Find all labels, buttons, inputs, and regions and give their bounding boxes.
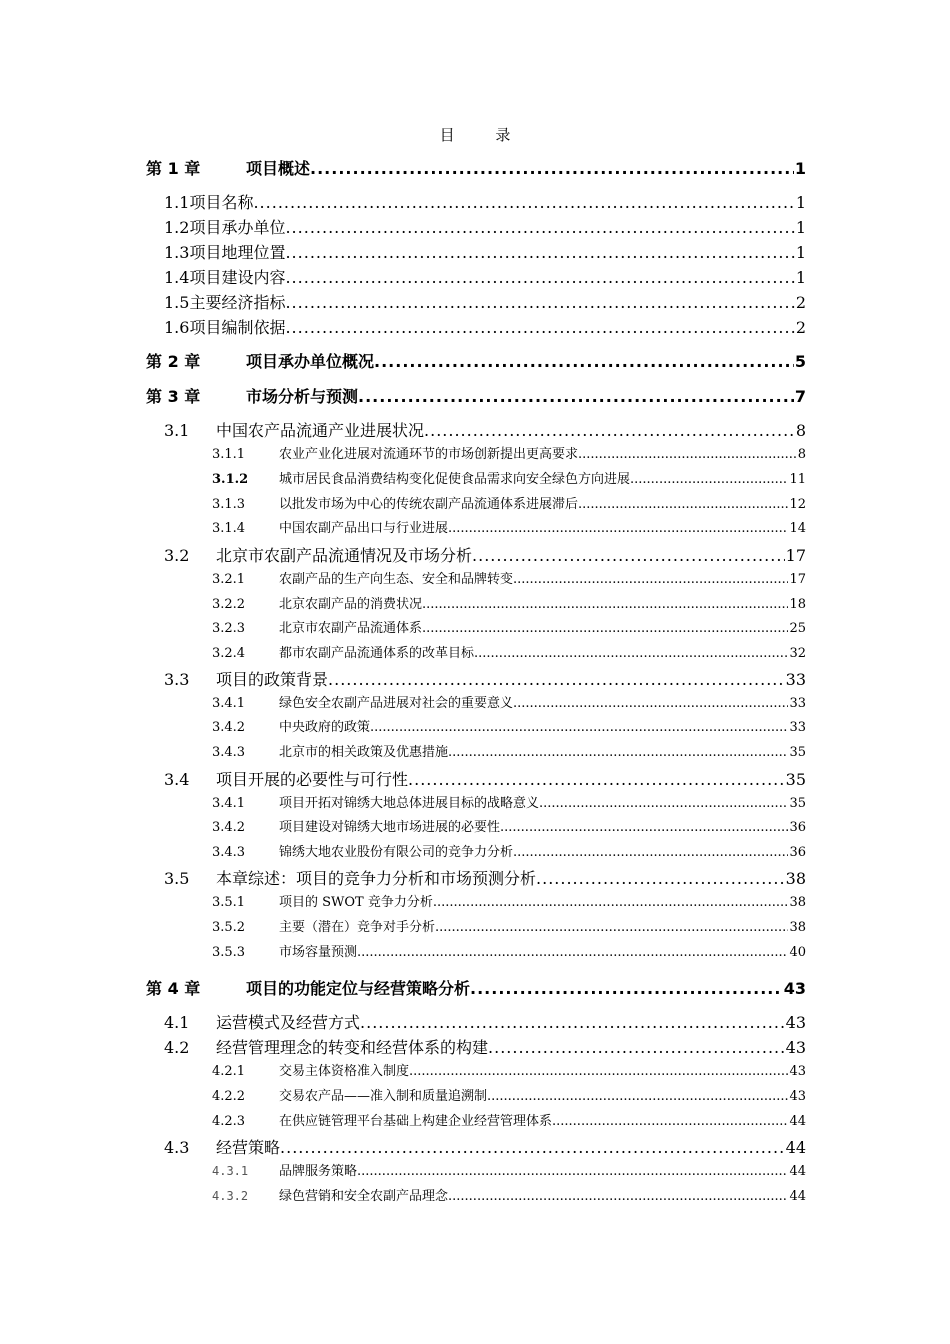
toc-entry[interactable]: [212, 642, 806, 661]
toc-leader-dots: [448, 521, 788, 536]
toc-entry-page: 8: [795, 421, 806, 440]
toc-entry-number: 4.3.2: [212, 1189, 249, 1203]
toc-entry[interactable]: [212, 816, 806, 835]
toc-leader-dots: [448, 1189, 788, 1204]
toc-leader-dots: [422, 621, 788, 636]
toc-entry-text: 绿色营销和安全农副产品理念: [279, 1189, 449, 1204]
toc-entry-number: 4.2: [164, 1038, 190, 1057]
toc-entry-page: 44: [789, 1189, 806, 1204]
toc-entry-number: 3.4.2: [212, 820, 246, 835]
toc-entry[interactable]: [164, 290, 806, 313]
toc-entry-text: 项目的 SWOT 竞争力分析: [279, 895, 433, 910]
toc-entry-text: 城市居民食品消费结构变化促使食品需求向安全绿色方向进展: [279, 472, 631, 487]
toc-leader-dots: [513, 572, 788, 587]
toc-leader-dots: [357, 945, 788, 960]
toc-entry-number: 第 4 章: [146, 979, 201, 998]
toc-entry[interactable]: [212, 692, 806, 711]
toc-entry-page: 35: [785, 770, 806, 789]
toc-entry-page: 43: [789, 1064, 806, 1079]
toc-entry-number: 3.2.4: [212, 646, 246, 661]
toc-entry-page: 44: [789, 1164, 806, 1179]
toc-entry-page: 2: [795, 293, 806, 312]
toc-entry[interactable]: [146, 384, 806, 407]
toc-entry-text: 项目开拓对锦绣大地总体进展目标的战略意义: [279, 796, 540, 811]
toc-entry[interactable]: [164, 1010, 806, 1033]
toc-entry-text: 项目承办单位概况: [246, 352, 375, 371]
toc-entry-page: 33: [789, 696, 806, 711]
toc-leader-dots: [470, 979, 783, 998]
toc-entry-text: 市场容量预测: [279, 945, 358, 960]
toc-entry-text: 市场分析与预测: [246, 387, 359, 406]
toc-entry-page: 1: [794, 159, 806, 178]
toc-entry[interactable]: [212, 1160, 806, 1179]
toc-leader-dots: [408, 770, 785, 789]
toc-leader-dots: [433, 895, 789, 910]
toc-leader-dots: [280, 1138, 785, 1157]
toc-entry-page: 43: [785, 1038, 806, 1057]
toc-entry-page: 2: [795, 318, 806, 337]
toc-entry[interactable]: [146, 349, 806, 372]
toc-entry[interactable]: [146, 156, 806, 179]
toc-leader-dots: [285, 218, 794, 237]
toc-entry[interactable]: [146, 976, 806, 999]
toc-entry[interactable]: [212, 568, 806, 587]
toc-entry-text: 品牌服务策略: [279, 1164, 358, 1179]
toc-entry-number: 第 2 章: [146, 352, 201, 371]
toc-leader-dots: [435, 920, 788, 935]
toc-entry-number: 4.1: [164, 1013, 190, 1032]
toc-entry-text: 项目的政策背景: [216, 670, 329, 689]
toc-entry[interactable]: [164, 543, 806, 566]
toc-entry[interactable]: [164, 215, 806, 238]
toc-entry[interactable]: [164, 190, 806, 213]
toc-entry[interactable]: [164, 265, 806, 288]
toc-leader-dots: [448, 745, 788, 760]
toc-entry-text: 项目的功能定位与经营策略分析: [246, 979, 471, 998]
toc-leader-dots: [487, 1089, 788, 1104]
toc-leader-dots: [474, 646, 788, 661]
toc-entry-text: 在供应链管理平台基础上构建企业经营管理体系: [279, 1114, 553, 1129]
toc-entry[interactable]: [212, 792, 806, 811]
toc-entry-number: 3.5.2: [212, 920, 246, 935]
toc-entry-page: 12: [789, 497, 806, 512]
toc-entry-text: 项目开展的必要性与可行性: [216, 770, 409, 789]
toc-entry-page: 36: [789, 845, 806, 860]
toc-entry-text: 交易主体资格准入制度: [279, 1064, 410, 1079]
toc-entry-page: 8: [797, 447, 806, 462]
toc-entry-page: 33: [785, 670, 806, 689]
toc-entry-text: 经营管理理念的转变和经营体系的构建: [216, 1038, 489, 1057]
toc-entry-number: 3.1: [164, 421, 190, 440]
toc-entry-number: 1.1: [164, 193, 190, 212]
toc-entry-number: 1.5: [164, 293, 190, 312]
toc-entry-page: 43: [789, 1089, 806, 1104]
toc-entry[interactable]: [212, 1110, 806, 1129]
toc-title: 目 录: [439, 126, 529, 144]
toc-entry-page: 18: [789, 597, 806, 612]
toc-entry[interactable]: [212, 716, 806, 735]
toc-entry-number: 1.4: [164, 268, 190, 287]
toc-entry-text: 以批发市场为中心的传统农副产品流通体系进展滞后: [279, 497, 579, 512]
toc-entry-text: 经营策略: [216, 1138, 281, 1157]
toc-leader-dots: [328, 670, 785, 689]
toc-entry-number: 3.5.1: [212, 895, 246, 910]
toc-entry-number: 3.4: [164, 770, 190, 789]
toc-entry-page: 44: [789, 1114, 806, 1129]
toc-entry-page: 11: [789, 472, 806, 487]
toc-entry[interactable]: [164, 315, 806, 338]
toc-leader-dots: [374, 352, 794, 371]
toc-entry-page: 38: [785, 869, 806, 888]
toc-leader-dots: [488, 1038, 785, 1057]
toc-leader-dots: [285, 318, 794, 337]
toc-entry-number: 3.1.2: [212, 472, 249, 487]
toc-entry-number: 4.2.2: [212, 1089, 246, 1104]
toc-entry-number: 3.4.3: [212, 845, 246, 860]
toc-entry-page: 40: [789, 945, 806, 960]
toc-leader-dots: [422, 597, 788, 612]
toc-entry[interactable]: [164, 866, 806, 889]
toc-leader-dots: [500, 820, 788, 835]
toc-entry-number: 3.1.3: [212, 497, 246, 512]
toc-entry-text: 中国农产品流通产业进展状况: [216, 421, 425, 440]
toc-entry-page: 14: [789, 521, 806, 536]
toc-entry-text: 项目建设内容: [189, 268, 286, 287]
toc-entry-page: 17: [789, 572, 806, 587]
toc-entry-page: 38: [789, 895, 806, 910]
toc-entry-text: 项目编制依据: [189, 318, 286, 337]
toc-leader-dots: [578, 447, 797, 462]
toc-leader-dots: [513, 696, 788, 711]
toc-entry-number: 4.3.1: [212, 1164, 249, 1178]
toc-leader-dots: [370, 720, 788, 735]
toc-entry-number: 3.1.4: [212, 521, 246, 536]
toc-entry-page: 25: [789, 621, 806, 636]
toc-entry[interactable]: [164, 767, 806, 790]
toc-entry-page: 17: [785, 546, 806, 565]
toc-entry-text: 都市农副产品流通体系的改革目标: [279, 646, 475, 661]
toc-entry-page: 38: [789, 920, 806, 935]
toc-leader-dots: [285, 268, 794, 287]
toc-entry-text: 绿色安全农副产品进展对社会的重要意义: [279, 696, 514, 711]
toc-entry-text: 主要（潜在）竞争对手分析: [279, 920, 436, 935]
toc-entry-text: 本章综述：项目的竞争力分析和市场预测分析: [216, 869, 537, 888]
toc-entry-number: 3.2.3: [212, 621, 246, 636]
toc-entry-number: 第 3 章: [146, 387, 201, 406]
toc-entry-number: 4.2.1: [212, 1064, 246, 1079]
toc-entry-text: 锦绣大地农业股份有限公司的竞争力分析: [279, 845, 514, 860]
toc-entry-number: 3.4.3: [212, 745, 246, 760]
toc-entry-text: 主要经济指标: [189, 293, 286, 312]
toc-entry-number: 3.4.1: [212, 696, 246, 711]
toc-leader-dots: [285, 293, 794, 312]
toc-entry[interactable]: [212, 841, 806, 860]
toc-entry[interactable]: [212, 1060, 806, 1079]
toc-entry-page: 43: [783, 979, 806, 998]
toc-leader-dots: [552, 1114, 788, 1129]
toc-entry-page: 35: [789, 796, 806, 811]
toc-entry-number: 1.3: [164, 243, 190, 262]
toc-entry-page: 32: [789, 646, 806, 661]
toc-entry-text: 交易农产品——准入制和质量追溯制: [279, 1089, 488, 1104]
toc-entry-text: 项目建设对锦绣大地市场进展的必要性: [279, 820, 501, 835]
toc-entry-page: 7: [794, 387, 806, 406]
toc-entry[interactable]: [212, 916, 806, 935]
toc-entry-number: 3.5: [164, 869, 190, 888]
toc-leader-dots: [360, 1013, 785, 1032]
toc-entry-number: 3.2: [164, 546, 190, 565]
toc-entry-text: 农副产品的生产向生态、安全和品牌转变: [279, 572, 514, 587]
toc-leader-dots: [630, 472, 788, 487]
toc-leader-dots: [285, 243, 794, 262]
toc-entry[interactable]: [212, 941, 806, 960]
toc-entry-page: 44: [785, 1138, 806, 1157]
toc-entry-number: 1.6: [164, 318, 190, 337]
toc-entry-page: 1: [795, 193, 806, 212]
toc-leader-dots: [357, 1164, 788, 1179]
toc-entry[interactable]: [212, 517, 806, 536]
toc-entry-page: 43: [785, 1013, 806, 1032]
toc-entry-text: 项目承办单位: [189, 218, 286, 237]
toc-entry-page: 1: [795, 268, 806, 287]
toc-entry[interactable]: [164, 1035, 806, 1058]
toc-entry-page: 1: [795, 218, 806, 237]
toc-entry-number: 3.2.1: [212, 572, 246, 587]
toc-entry[interactable]: [212, 468, 806, 487]
toc-leader-dots: [472, 546, 785, 565]
toc-entry[interactable]: [212, 493, 806, 512]
toc-entry-page: 33: [789, 720, 806, 735]
toc-entry-text: 北京农副产品的消费状况: [279, 597, 423, 612]
toc-entry[interactable]: [212, 891, 806, 910]
toc-entry[interactable]: [164, 667, 806, 690]
toc-entry-page: 1: [795, 243, 806, 262]
toc-entry-text: 中央政府的政策: [279, 720, 371, 735]
toc-entry-page: 35: [789, 745, 806, 760]
toc-leader-dots: [310, 159, 794, 178]
toc-entry-number: 1.2: [164, 218, 190, 237]
toc-entry[interactable]: [164, 1135, 806, 1158]
toc-entry[interactable]: [212, 443, 806, 462]
toc-entry-number: 3.1.1: [212, 447, 246, 462]
toc-entry-number: 3.3: [164, 670, 190, 689]
toc-leader-dots: [253, 193, 794, 212]
toc-entry-number: 4.3: [164, 1138, 190, 1157]
toc-leader-dots: [536, 869, 785, 888]
toc-entry-text: 农业产业化进展对流通环节的市场创新提出更高要求: [279, 447, 579, 462]
toc-entry-page: 36: [789, 820, 806, 835]
toc-entry-text: 运营模式及经营方式: [216, 1013, 361, 1032]
toc-entry-text: 项目地理位置: [189, 243, 286, 262]
toc-leader-dots: [539, 796, 788, 811]
toc-entry[interactable]: [212, 741, 806, 760]
toc-entry-number: 3.4.2: [212, 720, 246, 735]
toc-leader-dots: [513, 845, 788, 860]
toc-entry[interactable]: [164, 240, 806, 263]
toc-entry-number: 3.5.3: [212, 945, 246, 960]
toc-leader-dots: [358, 387, 794, 406]
toc-leader-dots: [409, 1064, 788, 1079]
toc-entry[interactable]: [212, 1185, 806, 1204]
toc-entry[interactable]: [212, 1085, 806, 1104]
toc-leader-dots: [578, 497, 788, 512]
toc-entry-text: 项目名称: [189, 193, 254, 212]
toc-entry-text: 项目概述: [246, 159, 311, 178]
toc-entry[interactable]: [212, 593, 806, 612]
toc-entry-number: 3.2.2: [212, 597, 246, 612]
toc-leader-dots: [424, 421, 795, 440]
toc-entry[interactable]: [212, 617, 806, 636]
toc-entry-number: 4.2.3: [212, 1114, 246, 1129]
toc-entry-page: 5: [794, 352, 806, 371]
toc-entry-number: 3.4.1: [212, 796, 246, 811]
toc-entry-text: 北京市农副产品流通体系: [279, 621, 423, 636]
toc-entry-number: 第 1 章: [146, 159, 201, 178]
toc-entry-text: 北京市的相关政策及优惠措施: [279, 745, 449, 760]
toc-entry[interactable]: [164, 418, 806, 441]
toc-entry-text: 北京市农副产品流通情况及市场分析: [216, 546, 473, 565]
toc-entry-text: 中国农副产品出口与行业进展: [279, 521, 449, 536]
